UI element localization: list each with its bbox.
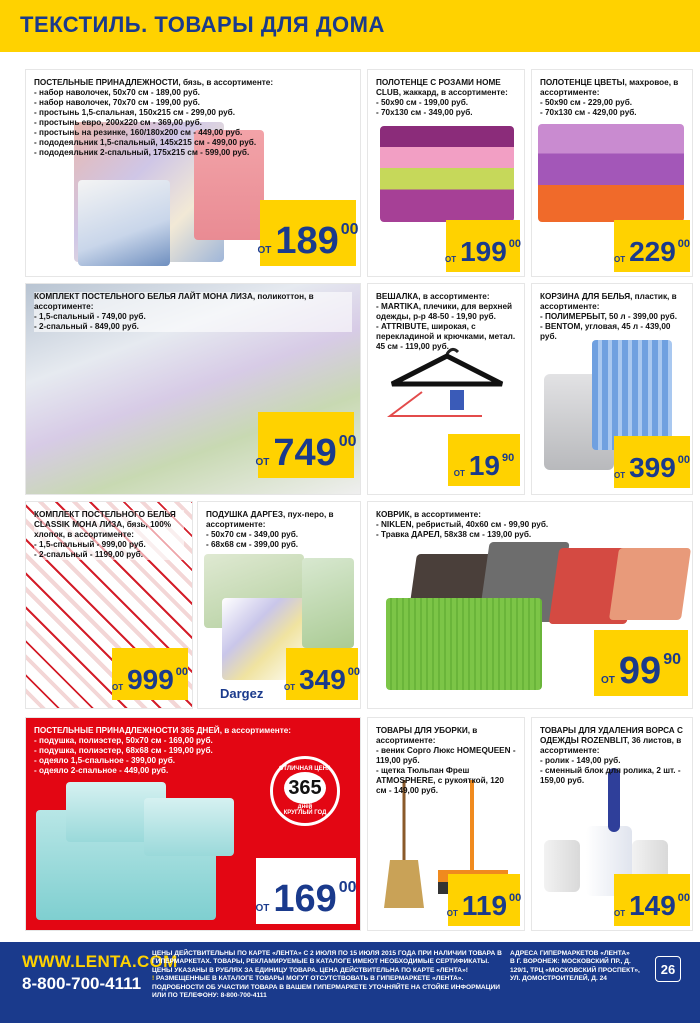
price-kopecks: 00 <box>677 454 691 466</box>
card-towel-roses[interactable] <box>368 70 524 276</box>
towel-flowers-desc: ПОЛОТЕНЦЕ ЦВЕТЫ, махровое, в ассортименте: - 50x90 см - 229,00 руб. - 70x130 см - 429,00 руб. <box>540 78 679 117</box>
laundry-basket-desc: КОРЗИНА ДЛЯ БЕЛЬЯ, пластик, в ассортименте: - ПОЛИМЕРБЫТ, 50 л - 399,00 руб. - BENTOM, угловая, 45 л - 439,00 руб. <box>540 292 678 341</box>
card-cleaning[interactable] <box>368 718 524 930</box>
price-prefix: ОТ <box>283 683 296 692</box>
price-tag <box>283 648 360 700</box>
card-towel-flowers[interactable] <box>532 70 692 276</box>
price-kopecks: 00 <box>338 879 357 896</box>
lint-roller-desc: ТОВАРЫ ДЛЯ УДАЛЕНИЯ ВОРСА С ОДЕЖДЫ ROZENBLIT, 36 листов, в ассортименте: - ролик - 149,00 руб. - сменный блок для ролика, 2 шт. - 159,00 руб. <box>540 726 683 785</box>
card-laundry-basket[interactable] <box>532 284 692 494</box>
price-prefix: ОТ <box>257 245 272 256</box>
price-tag <box>448 874 520 926</box>
product-grid <box>20 62 692 930</box>
price-tag <box>614 436 690 488</box>
legal-text-2-body: РАЗМЕЩЕННЫЕ В КАТАЛОГЕ ТОВАРЫ МОГУТ ОТСУТСТВОВАТЬ В ГИПЕРМАРКЕТЕ «ЛЕНТА». ПОДРОБНОСТИ ОБ УЧАСТИИ ТОВАРА В ВАШЕМ ГИПЕРМАРКЕТЕ УТОЧНЯЙТЕ НА СТОЙКЕ ИНФОРМАЦИИ ИЛИ ПО ТЕЛЕФОНУ: 8-800-700-4111 <box>152 975 500 1000</box>
price-tag <box>448 434 520 486</box>
pillow-right-photo <box>144 798 234 856</box>
page-number: 26 <box>655 956 681 982</box>
price-kopecks: 00 <box>347 666 360 678</box>
price-kopecks: 90 <box>502 452 515 464</box>
price-rubles: 19 <box>468 450 500 481</box>
price-prefix: ОТ <box>601 675 615 686</box>
rug-green-photo <box>386 598 542 690</box>
badge-number <box>284 772 326 804</box>
price-rubles: 149 <box>629 890 676 921</box>
price-tag <box>614 220 690 272</box>
page-header <box>0 0 700 52</box>
price-tag <box>257 200 359 266</box>
price-rubles: 999 <box>127 664 174 695</box>
card-rug[interactable] <box>368 502 692 708</box>
bedset-mona-liza-desc: КОМПЛЕКТ ПОСТЕЛЬНОГО БЕЛЬЯ ЛАЙТ МОНА ЛИЗА, поликоттон, в ассортименте: - 1,5-спальный - 749,00 руб. - 2-спальный - 849,00 руб. <box>34 292 352 332</box>
price-prefix: ОТ <box>453 469 465 478</box>
price-rubles: 99 <box>618 650 662 692</box>
store-addresses: АДРЕСА ГИПЕРМАРКЕТОВ «ЛЕНТА» В Г. ВОРОНЕЖ: МОСКОВСКИЙ ПР., Д. 129/1, ТРЦ «МОСКОВСКИЙ ПРОСПЕКТ», УЛ. ДОМОСТРОИТЕЛЕЙ, Д. 24 <box>510 950 640 983</box>
badge-365 <box>270 756 340 826</box>
card-hanger[interactable] <box>368 284 524 494</box>
pillow-dargez-desc: ПОДУШКА ДАРГЕЗ, пух-перо, в ассортименте: - 50x70 см - 349,00 руб. - 68x68 см - 399,00 руб. <box>206 510 334 549</box>
legal-text <box>152 950 502 1000</box>
price-tag <box>614 874 690 926</box>
website-link[interactable]: WWW.LENTA.COM <box>22 952 178 971</box>
badge-number-value: 365 <box>288 776 322 799</box>
price-rubles: 199 <box>460 236 507 267</box>
rug-desc: КОВРИК, в ассортименте: - NIKLEN, ребристый, 40x60 см - 99,90 руб. - Травка ДАРЕЛ, 58x38 см - 139,00 руб. <box>376 510 549 539</box>
price-prefix: ОТ <box>446 909 458 918</box>
page-title: ТЕКСТИЛЬ. ТОВАРЫ ДЛЯ ДОМА <box>20 12 385 37</box>
badge-bottom-text: КРУГЛЫЙ ГОД <box>283 810 327 816</box>
price-kopecks: 00 <box>338 433 357 450</box>
hanger-desc: ВЕШАЛКА, в ассортименте: - MARTIKA, плечики, для верхней одежды, р-р 48-50 - 19,90 руб. - ATTRIBUTE, широкая, с перекладиной и крючками, метал. 45 см - 119,00 руб. <box>376 292 516 351</box>
card-bedding-365[interactable] <box>26 718 360 930</box>
card-bedset-classic[interactable] <box>26 502 192 708</box>
card-bedding-bz[interactable] <box>26 70 360 276</box>
roller-refill-photo <box>544 840 580 892</box>
price-rubles: 229 <box>629 236 676 267</box>
legal-text-2 <box>152 975 502 1000</box>
price-kopecks: 00 <box>677 892 691 904</box>
price-prefix: ОТ <box>613 909 626 918</box>
price-rubles: 349 <box>299 664 346 695</box>
dargez-logo: Dargez <box>220 686 264 701</box>
hotline-phone[interactable]: 8-800-700-4111 <box>22 974 142 993</box>
price-kopecks: 00 <box>677 238 691 250</box>
price-tag <box>112 648 188 700</box>
price-tag <box>446 220 520 272</box>
price-prefix: ОТ <box>613 255 626 264</box>
page-footer <box>0 942 700 1023</box>
price-prefix: ОТ <box>613 471 626 480</box>
price-tag <box>594 630 688 696</box>
bedding-pack-photo <box>78 180 170 266</box>
price-prefix: ОТ <box>444 255 457 264</box>
bedset-classic-desc: КОМПЛЕКТ ПОСТЕЛЬНОГО БЕЛЬЯ CLASSIK МОНА ЛИЗА, бязь, 100% хлопок, в ассортименте: - 1,5-спальный - 999,00 руб. - 2-спальный - 1199,00 руб. <box>34 510 184 560</box>
price-rubles: 399 <box>629 452 676 483</box>
towel-stack-photo <box>380 126 514 222</box>
exclamation-icon: ! <box>152 975 155 983</box>
towel-flowers-photo <box>538 124 684 222</box>
price-tag <box>256 858 356 924</box>
price-rubles: 169 <box>273 878 337 920</box>
price-rubles: 119 <box>461 890 508 921</box>
price-tag <box>255 412 357 478</box>
bedding-bz-desc: ПОСТЕЛЬНЫЕ ПРИНАДЛЕЖНОСТИ, бязь, в ассортименте: - набор наволочек, 50x70 см - 189,00 руб. - набор наволочек, 70x70 см - 199,00 руб. - простынь 1,5-спальная, 150x215 см - 299,00 руб. - простынь евро, 200x220 см - 369,00 руб. - простынь на резинке, 160/180x200 см - 449,00 руб. - пододеяльник 1,5-спальный, 145x215 см - 499,00 руб. - пододеяльник 2-спальный, 175x215 см - 599,00 руб. <box>34 78 274 157</box>
card-pillow-dargez[interactable] <box>198 502 360 708</box>
price-kopecks: 00 <box>509 892 522 904</box>
rug-salmon-photo <box>609 548 691 620</box>
hanger-icon <box>382 344 512 424</box>
price-prefix: ОТ <box>111 683 124 692</box>
price-kopecks: 00 <box>508 238 522 250</box>
cleaning-desc: ТОВАРЫ ДЛЯ УБОРКИ, в ассортименте: - веник Сорго Люкс HOMEQUEEN - 119,00 руб. - щетка Тюльпан Фреш ATMOSPHERE, с рукояткой, 120 см - 149,00 руб. <box>376 726 516 795</box>
price-rubles: 749 <box>273 432 337 474</box>
price-rubles: 189 <box>275 220 339 262</box>
price-kopecks: 00 <box>340 221 359 238</box>
basket-blue-photo <box>592 340 672 450</box>
card-bedset-mona-liza[interactable] <box>26 284 360 494</box>
price-prefix: ОТ <box>255 903 270 914</box>
bedding-365-desc: ПОСТЕЛЬНЫЕ ПРИНАДЛЕЖНОСТИ 365 ДНЕЙ, в ассортименте: - подушка, полиэстер, 50x70 см - 169,00 руб. - подушка, полиэстер, 68x68 см - 199,00 руб. - одеяло 1,5-спальное - 399,00 руб. - одеяло 2-спальное - 449,00 руб. <box>34 726 291 775</box>
pillow-bag2-photo <box>302 558 354 648</box>
legal-text-1: ЦЕНЫ ДЕЙСТВИТЕЛЬНЫ ПО КАРТЕ «ЛЕНТА» С 2 ИЮЛЯ ПО 15 ИЮЛЯ 2015 ГОДА ПРИ НАЛИЧИИ ТОВАРА В ГИПЕРМАРКЕТАХ. ТОВАРЫ, РЕКЛАМИРУЕМЫЕ В КАТАЛОГЕ ИМЕЮТ НЕОБХОДИМЫЕ СЕРТИФИКАТЫ. ЦЕНЫ УКАЗАНЫ В РУБЛЯХ ЗА ЕДИНИЦУ ТОВАРА. ЦЕНА ДЕЙСТВИТЕЛЬНА ПО КАРТЕ «ЛЕНТА»! <box>152 950 502 974</box>
badge-sub-text: дней <box>297 804 313 810</box>
price-kopecks: 00 <box>175 666 189 678</box>
towel-roses-desc: ПОЛОТЕНЦЕ С РОЗАМИ HOME CLUB, жаккард, в ассортименте: - 50x90 см - 199,00 руб. - 70x130 см - 349,00 руб. <box>376 78 508 117</box>
card-lint-roller[interactable] <box>532 718 692 930</box>
badge-top-text: ОТЛИЧНАЯ ЦЕНА <box>278 766 332 772</box>
price-kopecks: 90 <box>663 651 681 668</box>
price-prefix: ОТ <box>255 457 270 468</box>
